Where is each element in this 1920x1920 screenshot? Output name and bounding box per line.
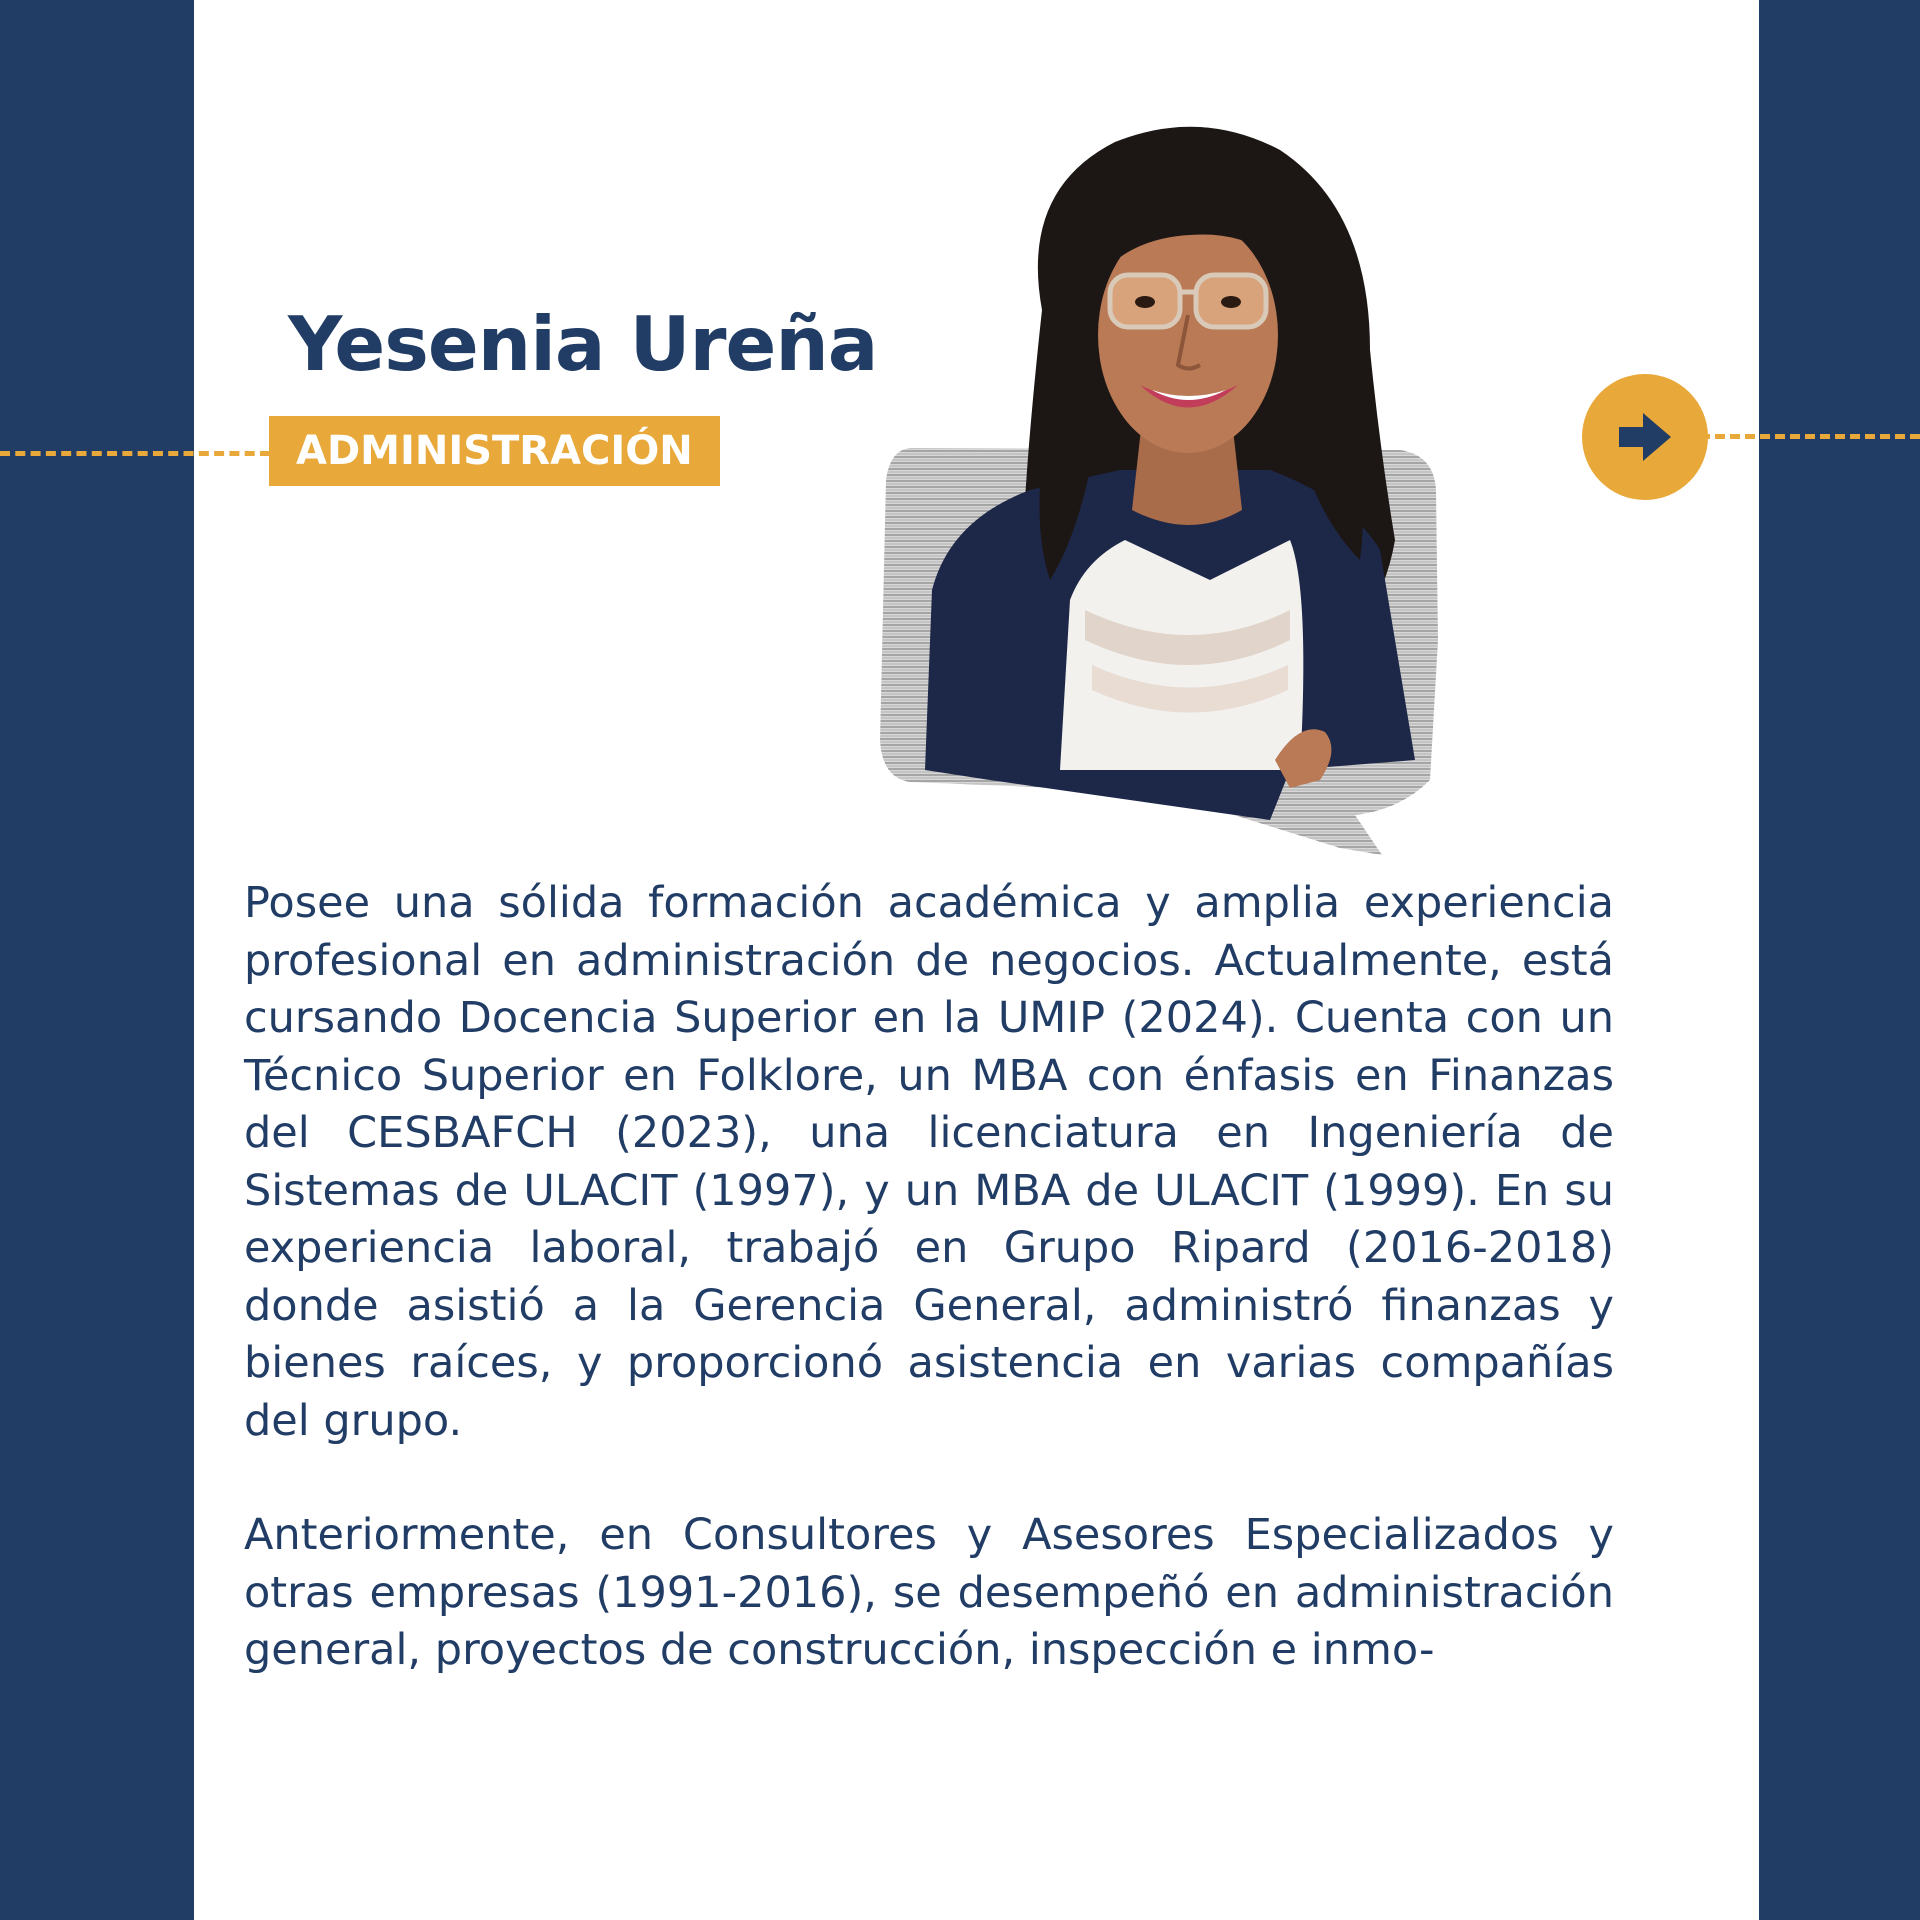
bio-paragraph-1: Posee una sólida formación académica y amplia experiencia profesional en administración de negocios. Actualmente, está cursando Docencia Superior en la UMIP (2024). Cuenta con un Técnico Superior en Folklore, un MBA con énfasis en Finanzas del CESBAFCH (2023), una licenciatura en Ingeniería de Sistemas de ULACIT (1997), y un MBA de ULACIT (1999). En su experiencia laboral, trabajó en Grupo Ripard (2016-2018) donde asistió a la Gerencia General, administró finanzas y bienes raíces, y proporcionó asistencia en varias compañías del grupo.	[244, 878, 1614, 1446]
portrait-photo	[870, 120, 1450, 860]
decorative-dashed-line-left	[0, 451, 270, 456]
person-name: Yesenia Ureña	[288, 300, 878, 388]
next-button[interactable]	[1582, 374, 1708, 500]
department-badge: ADMINISTRACIÓN	[269, 416, 720, 486]
biography	[244, 875, 1614, 1737]
bio-paragraph-2: Anteriormente, en Consultores y Asesores Especializados y otras empresas (1991-2016), se desempeñó en administración general, proyectos de construcción, inspección e inmo-	[244, 1510, 1614, 1675]
right-border	[1759, 0, 1920, 1920]
decorative-dashed-line-right	[1700, 434, 1920, 439]
left-border	[0, 0, 194, 1920]
arrow-right-icon	[1613, 405, 1677, 469]
